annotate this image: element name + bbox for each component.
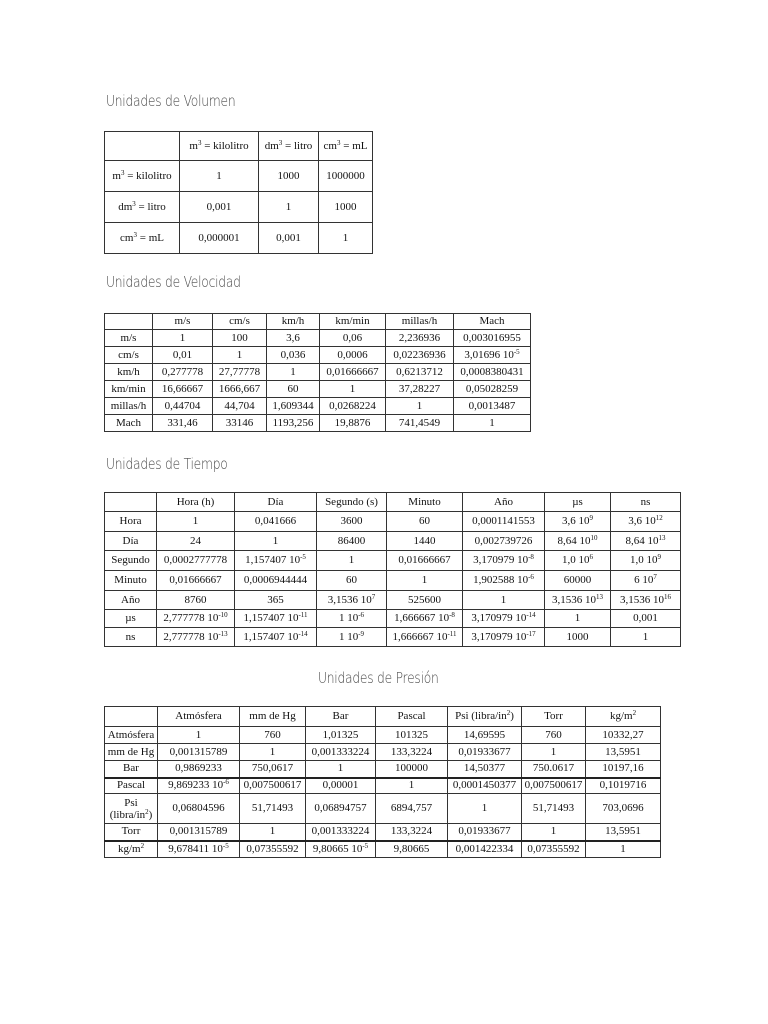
table-cell: 1 (387, 571, 463, 591)
table-cell: 741,4549 (386, 415, 454, 432)
table-cell: 365 (235, 591, 317, 610)
table-cell: 0,0013487 (454, 398, 531, 415)
table-cell: 3,6 $10^9$ (545, 512, 611, 532)
table-cell: 0,06 (320, 330, 386, 347)
table-cell: 27,77778 (213, 364, 267, 381)
table-cell: 86400 (317, 532, 387, 551)
table-row (105, 778, 661, 794)
table-cell: 331,46 (153, 415, 213, 432)
volumen-table (104, 131, 373, 254)
table-cell: 0,06804596 (158, 794, 240, 824)
table-cell: 0,0006 (320, 347, 386, 364)
table-cell: 100000 (376, 761, 448, 778)
table-cell: 3,01696 $10^{-5}$ (454, 347, 531, 364)
column-header: $dm^3$ = litro (259, 132, 319, 161)
table-cell: 2,777778 $10^{-13}$ (157, 628, 235, 647)
table-row (105, 415, 531, 432)
tiempo-table (104, 492, 681, 647)
tiempo-title: Unidades de Tiempo (106, 455, 228, 473)
row-header: ns (105, 628, 157, 647)
table-cell: 1 (463, 591, 545, 610)
table-cell: 60 (267, 381, 320, 398)
column-header: cm/s (213, 314, 267, 330)
row-header: Mach (105, 415, 153, 432)
column-header: mm de Hg (240, 707, 306, 727)
table-cell: 33146 (213, 415, 267, 432)
table-cell: 525600 (387, 591, 463, 610)
column-header: km/min (320, 314, 386, 330)
header-row (105, 707, 661, 727)
table-cell: 0,01 (153, 347, 213, 364)
table-cell: 0,07355592 (240, 841, 306, 858)
column-header: Bar (306, 707, 376, 727)
table-cell: 3,1536 $10^{13}$ (545, 591, 611, 610)
table-cell: 0,007500617 (240, 778, 306, 794)
table-cell: 0,001422334 (448, 841, 522, 858)
table-cell: 1,157407 $10^{-11}$ (235, 610, 317, 628)
table-cell: 0,02236936 (386, 347, 454, 364)
table-cell: 24 (157, 532, 235, 551)
table-cell: 750,0617 (240, 761, 306, 778)
table-cell: 1 (586, 841, 661, 858)
column-header: µs (545, 493, 611, 512)
table-cell: 1 (522, 744, 586, 761)
table-cell: 0,44704 (153, 398, 213, 415)
row-header: cm/s (105, 347, 153, 364)
row-header: Atmósfera (105, 727, 158, 744)
row-header: Hora (105, 512, 157, 532)
table-row (105, 330, 531, 347)
table-cell: 0,001 (259, 223, 319, 254)
table-cell: 1193,256 (267, 415, 320, 432)
row-header: m/s (105, 330, 153, 347)
table-cell: 13,5951 (586, 744, 661, 761)
table-cell: 60000 (545, 571, 611, 591)
column-header: $cm^3$ = mL (319, 132, 373, 161)
column-header: Hora (h) (157, 493, 235, 512)
table-cell: 1,157407 $10^{-5}$ (235, 551, 317, 571)
table-cell: 9,80665 $10^{-5}$ (306, 841, 376, 858)
table-cell: 3,170979 $10^{-17}$ (463, 628, 545, 647)
table-row (105, 347, 531, 364)
table-cell: 1,609344 (267, 398, 320, 415)
table-row (105, 794, 661, 824)
table-cell: 2,236936 (386, 330, 454, 347)
table-cell: 8760 (157, 591, 235, 610)
table-cell: 0,007500617 (522, 778, 586, 794)
row-header: Día (105, 532, 157, 551)
table-row (105, 761, 661, 778)
column-header (105, 707, 158, 727)
table-cell: 133,3224 (376, 824, 448, 841)
table-row (105, 571, 681, 591)
column-header (105, 132, 180, 161)
column-header: $kg/m^2$ (586, 707, 661, 727)
table-cell: 1000 (319, 192, 373, 223)
row-header: Torr (105, 824, 158, 841)
table-cell: 1666,667 (213, 381, 267, 398)
table-cell: 0,01933677 (448, 824, 522, 841)
table-row (105, 727, 661, 744)
row-header: Psi $(libra/in^2)$ (105, 794, 158, 824)
table-cell: 1 (522, 824, 586, 841)
table-cell: 1 (158, 727, 240, 744)
table-cell: 44,704 (213, 398, 267, 415)
table-cell: 51,71493 (522, 794, 586, 824)
table-cell: 1,01325 (306, 727, 376, 744)
table-cell: 0,277778 (153, 364, 213, 381)
table-cell: 0,01933677 (448, 744, 522, 761)
table-cell: 1,0 $10^9$ (611, 551, 681, 571)
table-cell: 133,3224 (376, 744, 448, 761)
table-cell: 0,0001450377 (448, 778, 522, 794)
table-cell: 1 (267, 364, 320, 381)
table-row (105, 591, 681, 610)
table-cell: 1440 (387, 532, 463, 551)
column-header: Pascal (376, 707, 448, 727)
presion-title: Unidades de Presión (318, 669, 439, 687)
table-cell: 703,0696 (586, 794, 661, 824)
table-cell: 0,002739726 (463, 532, 545, 551)
table-cell: 0,0001141553 (463, 512, 545, 532)
table-cell: 3,170979 $10^{-14}$ (463, 610, 545, 628)
table-row (105, 512, 681, 532)
table-cell: 0,001333224 (306, 824, 376, 841)
table-cell: 1000 (259, 161, 319, 192)
table-row (105, 381, 531, 398)
table-cell: 0,036 (267, 347, 320, 364)
presion-table (104, 706, 661, 858)
table-cell: 1 (157, 512, 235, 532)
table-cell: 1 (235, 532, 317, 551)
table-cell: 6894,757 (376, 794, 448, 824)
table-cell: 0,003016955 (454, 330, 531, 347)
table-cell: 9,869233 $10^{-6}$ (158, 778, 240, 794)
table-cell: 3,6 $10^{12}$ (611, 512, 681, 532)
velocidad-table (104, 313, 531, 432)
table-cell: 0,001315789 (158, 744, 240, 761)
table-cell: 1 (545, 610, 611, 628)
table-row (105, 161, 373, 192)
table-cell: 0,01666667 (387, 551, 463, 571)
column-header: Segundo (s) (317, 493, 387, 512)
table-cell: 0,06894757 (306, 794, 376, 824)
table-cell: 0,01666667 (320, 364, 386, 381)
row-header: $kg/m^2$ (105, 841, 158, 858)
row-header: km/min (105, 381, 153, 398)
table-row (105, 841, 661, 858)
table-cell: 0,9869233 (158, 761, 240, 778)
table-cell: 1 (386, 398, 454, 415)
column-header: Año (463, 493, 545, 512)
table-row (105, 398, 531, 415)
table-row (105, 628, 681, 647)
row-header: Minuto (105, 571, 157, 591)
column-header (105, 314, 153, 330)
column-header: $m^3$ = kilolitro (180, 132, 259, 161)
table-cell: 0,0002777778 (157, 551, 235, 571)
row-header: millas/h (105, 398, 153, 415)
column-header: Psi $(libra/in^2)$ (448, 707, 522, 727)
table-cell: 1 (448, 794, 522, 824)
table-cell: 1 (259, 192, 319, 223)
table-cell: 750.0617 (522, 761, 586, 778)
table-cell: 100 (213, 330, 267, 347)
row-header: $dm^3$ = litro (105, 192, 180, 223)
table-cell: 51,71493 (240, 794, 306, 824)
table-cell: 1,666667 $10^{-11}$ (387, 628, 463, 647)
table-cell: 1 (240, 824, 306, 841)
table-cell: 1,157407 $10^{-14}$ (235, 628, 317, 647)
table-cell: 14,50377 (448, 761, 522, 778)
table-cell: 6 $10^7$ (611, 571, 681, 591)
column-header: millas/h (386, 314, 454, 330)
table-cell: 0,6213712 (386, 364, 454, 381)
table-cell: 0,000001 (180, 223, 259, 254)
header-row (105, 132, 373, 161)
row-header: $cm^3$ = mL (105, 223, 180, 254)
table-cell: 3,6 (267, 330, 320, 347)
column-header: Día (235, 493, 317, 512)
column-header: m/s (153, 314, 213, 330)
table-cell: 13,5951 (586, 824, 661, 841)
velocidad-title: Unidades de Velocidad (106, 273, 241, 291)
table-row (105, 192, 373, 223)
table-cell: 1 $10^{-6}$ (317, 610, 387, 628)
table-cell: 19,8876 (320, 415, 386, 432)
column-header: Minuto (387, 493, 463, 512)
table-cell: 0,001315789 (158, 824, 240, 841)
table-cell: 1 (240, 744, 306, 761)
table-row (105, 223, 373, 254)
table-cell: 1 (180, 161, 259, 192)
column-header: ns (611, 493, 681, 512)
table-cell: 8,64 $10^{10}$ (545, 532, 611, 551)
table-cell: 8,64 $10^{13}$ (611, 532, 681, 551)
table-cell: 1 $10^{-9}$ (317, 628, 387, 647)
column-header (105, 493, 157, 512)
table-cell: 60 (317, 571, 387, 591)
table-cell: 3,1536 $10^7$ (317, 591, 387, 610)
table-cell: 2,777778 $10^{-10}$ (157, 610, 235, 628)
table-cell: 0,00001 (306, 778, 376, 794)
row-header: km/h (105, 364, 153, 381)
table-cell: 1000 (545, 628, 611, 647)
volumen-title: Unidades de Volumen (106, 92, 236, 110)
table-row (105, 551, 681, 571)
table-cell: 0,001333224 (306, 744, 376, 761)
table-cell: 0,001 (611, 610, 681, 628)
table-cell: 101325 (376, 727, 448, 744)
table-row (105, 610, 681, 628)
row-header: mm de Hg (105, 744, 158, 761)
table-cell: 760 (522, 727, 586, 744)
header-row (105, 314, 531, 330)
row-header: µs (105, 610, 157, 628)
table-row (105, 824, 661, 841)
table-cell: 3,1536 $10^{16}$ (611, 591, 681, 610)
row-header: Pascal (105, 778, 158, 794)
table-cell: 1 (153, 330, 213, 347)
table-cell: 1000000 (319, 161, 373, 192)
table-cell: 3,170979 $10^{-8}$ (463, 551, 545, 571)
table-cell: 1 (317, 551, 387, 571)
column-header: km/h (267, 314, 320, 330)
table-cell: 0,05028259 (454, 381, 531, 398)
table-cell: 14,69595 (448, 727, 522, 744)
table-cell: 0,041666 (235, 512, 317, 532)
table-row (105, 744, 661, 761)
row-header: $m^3$ = kilolitro (105, 161, 180, 192)
table-cell: 60 (387, 512, 463, 532)
table-cell: 10332,27 (586, 727, 661, 744)
row-header: Año (105, 591, 157, 610)
table-cell: 1 (454, 415, 531, 432)
table-cell: 1 (611, 628, 681, 647)
table-cell: 1,0 $10^6$ (545, 551, 611, 571)
table-cell: 0,001 (180, 192, 259, 223)
table-cell: 9,678411 $10^{-5}$ (158, 841, 240, 858)
row-header: Bar (105, 761, 158, 778)
table-cell: 37,28227 (386, 381, 454, 398)
table-cell: 0,0268224 (320, 398, 386, 415)
table-cell: 1 (213, 347, 267, 364)
table-cell: 0,0008380431 (454, 364, 531, 381)
column-header: Atmósfera (158, 707, 240, 727)
table-cell: 1 (320, 381, 386, 398)
column-header: Mach (454, 314, 531, 330)
table-cell: 0,07355592 (522, 841, 586, 858)
row-header: Segundo (105, 551, 157, 571)
table-cell: 3600 (317, 512, 387, 532)
table-cell: 760 (240, 727, 306, 744)
table-cell: 1,902588 $10^{-6}$ (463, 571, 545, 591)
table-cell: 1,666667 $10^{-8}$ (387, 610, 463, 628)
table-cell: 0,01666667 (157, 571, 235, 591)
table-row (105, 364, 531, 381)
table-cell: 16,66667 (153, 381, 213, 398)
table-cell: 0,1019716 (586, 778, 661, 794)
table-cell: 10197,16 (586, 761, 661, 778)
table-cell: 9,80665 (376, 841, 448, 858)
table-row (105, 532, 681, 551)
table-cell: 1 (319, 223, 373, 254)
header-row (105, 493, 681, 512)
table-cell: 0,0006944444 (235, 571, 317, 591)
column-header: Torr (522, 707, 586, 727)
table-cell: 1 (306, 761, 376, 778)
table-cell: 1 (376, 778, 448, 794)
